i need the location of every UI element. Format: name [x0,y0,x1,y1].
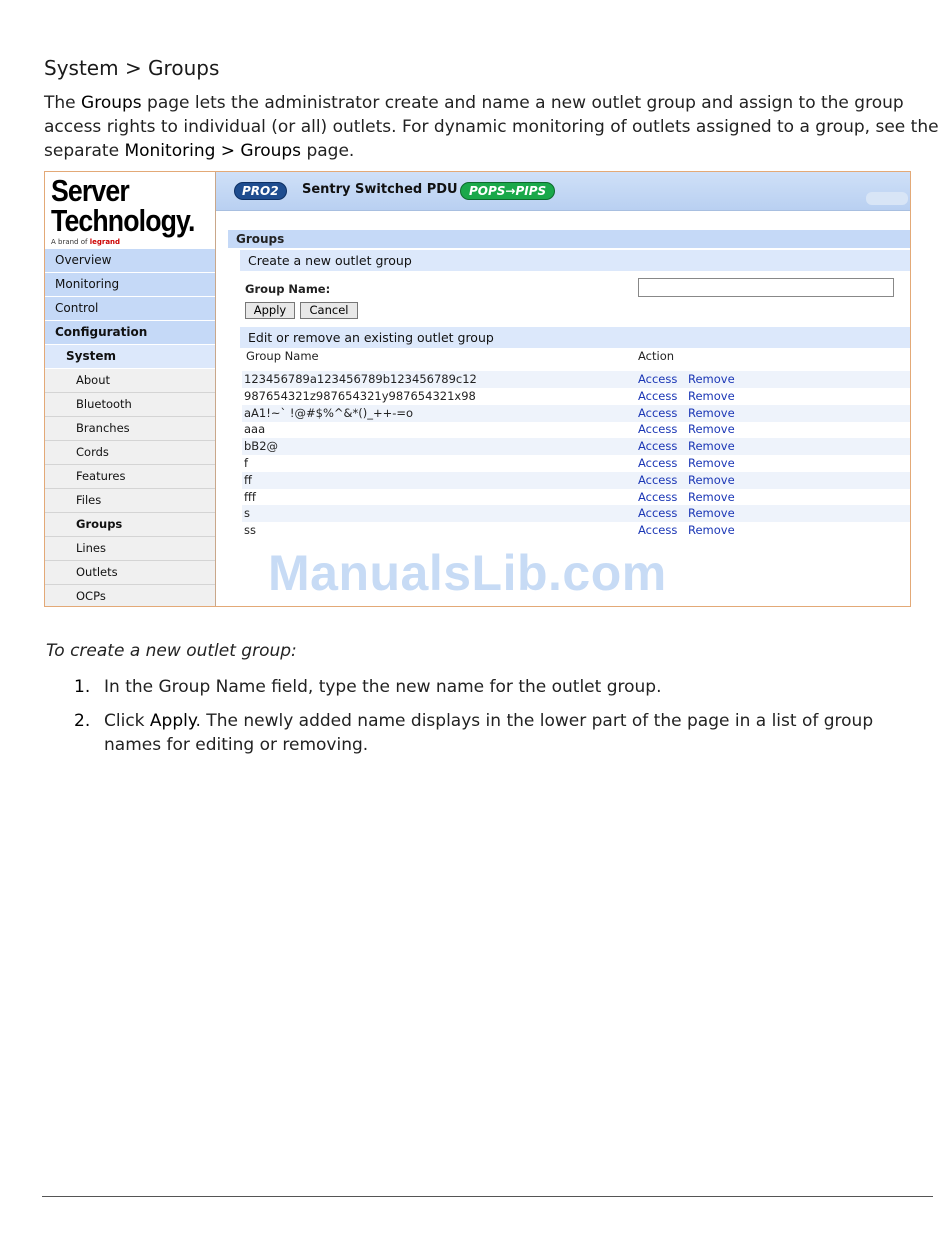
create-section-header: Create a new outlet group [240,250,910,271]
product-banner [216,172,910,211]
group-name-cell: aaa [244,422,266,437]
sidebar-nav [45,249,215,607]
remove-link[interactable]: Remove [688,472,735,487]
server-technology-logo [45,172,215,249]
product-title: Sentry Switched PDU [302,182,458,197]
banner-button[interactable] [866,192,908,205]
logo-line-2: Technology. [51,203,195,238]
step-text-post: . The newly added name displays in the lower part of the page in a list of group names for editing or removing. [104,711,874,755]
legrand-logo: legrand [89,238,121,246]
pops-pips-badge: POPS→PIPS [460,182,555,200]
group-name-label: Group Name: [245,282,331,296]
sidebar-item-groups[interactable]: Groups [45,513,215,537]
step-number: 2. [74,711,91,731]
access-link[interactable]: Access [638,439,678,454]
group-name-cell: aA1!~` !@#$%^&*()_++-=o [244,405,414,420]
step-text-pre: In the Group Name field, type the new name for the outlet group. [104,677,662,697]
groups-header: Groups [228,230,910,248]
intro-text-2: page lets the administrator create and name a new outlet group and assign to the group access rights to individual (or all) outlets. For dynamic monitoring of outlets assigned to a group, see the separate [44,93,939,161]
remove-link[interactable]: Remove [688,489,735,504]
column-header-group-name: Group Name [246,349,319,363]
access-link[interactable]: Access [638,456,678,470]
table-row [242,405,910,422]
web-ui-screenshot [44,171,911,607]
sidebar-item-control[interactable]: Control [45,297,215,321]
access-link[interactable]: Access [638,472,678,487]
sidebar-item-configuration[interactable]: Configuration [45,321,215,345]
access-link[interactable]: Access [638,523,678,538]
apply-button[interactable]: Apply [245,302,295,319]
sidebar-item-outlets[interactable]: Outlets [45,561,215,585]
access-link[interactable]: Access [638,405,678,420]
access-link[interactable]: Access [638,506,678,521]
main-panel [216,172,910,606]
cancel-button[interactable]: Cancel [300,302,358,319]
table-row [242,388,910,405]
access-link[interactable]: Access [638,388,678,403]
sidebar-item-branches[interactable]: Branches [45,417,215,441]
manualslib-watermark: ManualsLib.com [268,545,667,601]
table-row [242,505,910,522]
pro2-badge: PRO2 [234,182,287,200]
remove-link[interactable]: Remove [688,372,735,386]
group-name-cell: f [244,456,249,470]
table-row [242,438,910,455]
intro-paragraph [44,91,939,163]
intro-monitoring-term: Monitoring > Groups [124,141,302,161]
access-link[interactable]: Access [638,372,678,386]
remove-link[interactable]: Remove [688,388,735,403]
sidebar-item-features[interactable]: Features [45,465,215,489]
column-header-action: Action [638,349,675,363]
edit-section-header: Edit or remove an existing outlet group [240,327,910,348]
group-name-cell: s [244,506,250,521]
remove-link[interactable]: Remove [688,456,735,470]
intro-groups-term: Groups [81,93,142,113]
step-text-pre: Click [104,711,150,731]
group-name-input[interactable] [638,278,894,297]
sidebar-item-cords[interactable]: Cords [45,441,215,465]
table-row [242,522,910,539]
sidebar-item-bluetooth[interactable]: Bluetooth [45,393,215,417]
table-row [242,472,910,489]
sidebar [45,172,216,606]
table-row [242,489,910,506]
access-link[interactable]: Access [638,489,678,504]
intro-text-1: The [44,93,82,113]
step-text [104,675,934,699]
sidebar-item-about[interactable]: About [45,369,215,393]
sidebar-item-monitoring[interactable]: Monitoring [45,273,215,297]
procedure-title: To create a new outlet group: [46,641,297,661]
footer-divider [42,1196,933,1197]
remove-link[interactable]: Remove [688,523,735,538]
group-name-cell: bB2@ [244,439,279,454]
logo-line-1: Server [51,173,129,208]
group-name-cell: ss [244,523,256,538]
sidebar-item-files[interactable]: Files [45,489,215,513]
remove-link[interactable]: Remove [688,439,735,454]
remove-link[interactable]: Remove [688,422,735,437]
logo-brand-prefix: A brand of [51,238,88,246]
table-row [242,421,910,438]
table-row [242,455,910,472]
group-name-cell: ff [244,472,252,487]
page-title: System > Groups [44,56,220,80]
logo-brand-line [51,238,215,246]
sidebar-item-ocps[interactable]: OCPs [45,585,215,607]
step-text-bold: Apply [149,711,196,731]
remove-link[interactable]: Remove [688,405,735,420]
group-name-cell: 123456789a123456789b123456789c12 [244,372,477,386]
group-name-cell: 987654321z987654321y987654321x98 [244,388,476,403]
sidebar-item-lines[interactable]: Lines [45,537,215,561]
group-name-cell: fff [244,489,256,504]
step-number: 1. [74,677,91,697]
step-text [104,709,934,757]
sidebar-item-system[interactable]: System [45,345,215,369]
intro-text-3: page. [301,141,355,161]
access-link[interactable]: Access [638,422,678,437]
sidebar-item-overview[interactable]: Overview [45,249,215,273]
remove-link[interactable]: Remove [688,506,735,521]
table-row [242,371,910,388]
